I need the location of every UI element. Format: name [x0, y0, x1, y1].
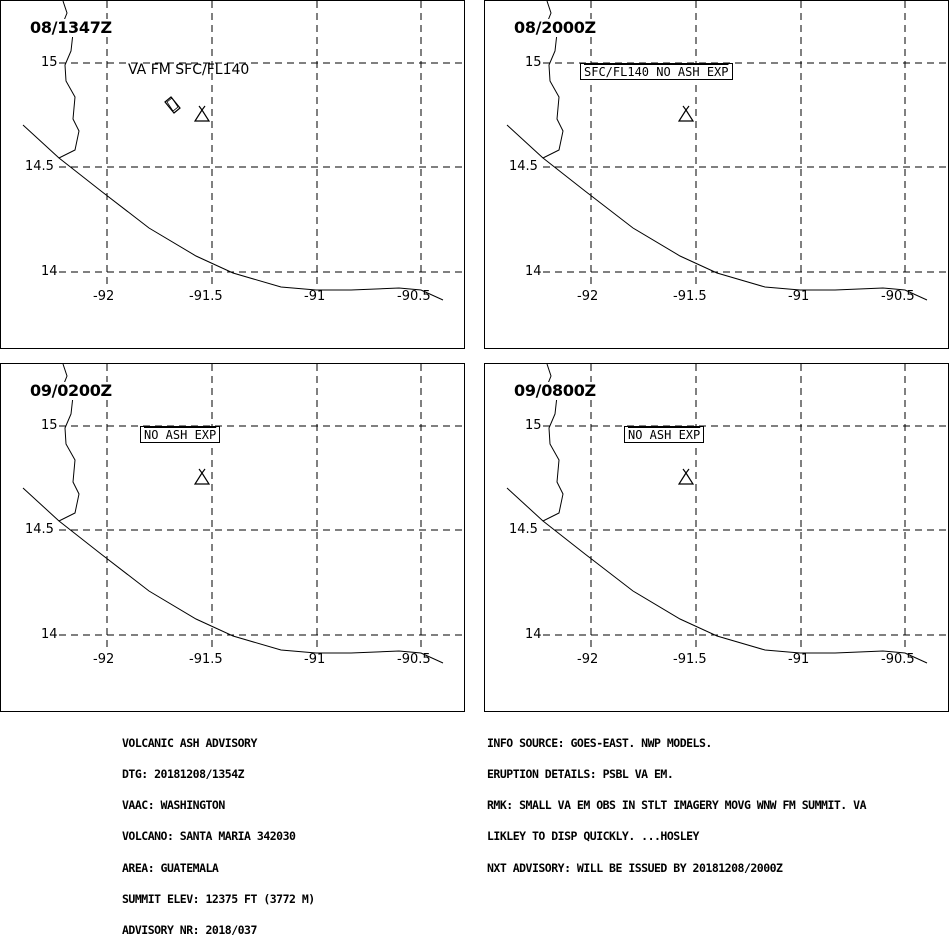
lon-label-90-5: -90.5	[397, 652, 431, 667]
grid-lines	[59, 364, 466, 649]
lon-label-92: -92	[93, 289, 115, 304]
lon-label-90-5: -90.5	[881, 652, 915, 667]
lat-label-14-5: 14.5	[25, 159, 54, 174]
lon-label-91: -91	[304, 652, 326, 667]
advisory-remarks: RMK: SMALL VA EM OBS IN STLT IMAGERY MOVG WNW FM SUMMIT. VA	[487, 798, 866, 813]
advisory-remarks-cont: LIKLEY TO DISP QUICKLY. ...HOSLEY	[487, 829, 699, 844]
ash-area	[165, 97, 180, 113]
lon-label-92: -92	[577, 289, 599, 304]
coastline	[507, 1, 927, 300]
lat-label-14: 14	[41, 627, 58, 642]
ash-layer-note: SFC/FL140 NO ASH EXP	[580, 63, 733, 80]
advisory-info-source: INFO SOURCE: GOES-EAST. NWP MODELS.	[487, 735, 712, 750]
grid-lines	[543, 1, 950, 286]
lon-label-92: -92	[577, 652, 599, 667]
advisory-vaac: VAAC: WASHINGTON	[122, 798, 225, 813]
lon-label-91-5: -91.5	[189, 289, 223, 304]
coastline	[23, 364, 443, 663]
lon-label-91: -91	[788, 289, 810, 304]
advisory-summit-elev: SUMMIT ELEV: 12375 FT (3772 M)	[122, 891, 315, 906]
lat-label-14: 14	[41, 264, 58, 279]
lat-label-14-5: 14.5	[25, 522, 54, 537]
lon-label-91: -91	[788, 652, 810, 667]
advisory-info-left	[122, 717, 315, 946]
map-panel-2	[484, 0, 949, 349]
lon-label-91: -91	[304, 289, 326, 304]
ash-layer-note: VA FM SFC/FL140	[128, 62, 250, 78]
lat-label-15: 15	[525, 55, 542, 70]
advisory-area: AREA: GUATEMALA	[122, 860, 219, 875]
map-panel-1	[0, 0, 465, 349]
grid-lines	[543, 364, 950, 649]
advisory-volcano: VOLCANO: SANTA MARIA 342030	[122, 829, 296, 844]
lat-label-14: 14	[525, 627, 542, 642]
lon-label-90-5: -90.5	[881, 289, 915, 304]
map-panel-4	[484, 363, 949, 712]
lat-label-14-5: 14.5	[509, 159, 538, 174]
lat-label-15: 15	[41, 418, 58, 433]
ash-layer-note: NO ASH EXP	[140, 426, 220, 443]
forecast-time-label: 09/0800Z	[514, 381, 596, 400]
ash-layer-note: NO ASH EXP	[624, 426, 704, 443]
lon-label-91-5: -91.5	[673, 652, 707, 667]
coastline	[507, 364, 927, 663]
lat-label-14: 14	[525, 264, 542, 279]
lat-label-14-5: 14.5	[509, 522, 538, 537]
lon-label-90-5: -90.5	[397, 289, 431, 304]
lat-label-15: 15	[41, 55, 58, 70]
lon-label-91-5: -91.5	[673, 289, 707, 304]
forecast-time-label: 08/2000Z	[514, 18, 596, 37]
lon-label-92: -92	[93, 652, 115, 667]
map-panel-3	[0, 363, 465, 712]
advisory-next: NXT ADVISORY: WILL BE ISSUED BY 20181208/2000Z	[487, 860, 783, 875]
advisory-title: VOLCANIC ASH ADVISORY	[122, 735, 257, 750]
volcano-triangle-icon	[679, 106, 693, 121]
forecast-time-label: 09/0200Z	[30, 381, 112, 400]
forecast-time-label: 08/1347Z	[30, 18, 112, 37]
advisory-number: ADVISORY NR: 2018/037	[122, 923, 257, 938]
volcano-triangle-icon	[195, 469, 209, 484]
lat-label-15: 15	[525, 418, 542, 433]
grid-lines	[59, 1, 466, 286]
volcano-triangle-icon	[679, 469, 693, 484]
coastline	[23, 1, 443, 300]
volcano-triangle-icon	[195, 106, 209, 121]
advisory-info-right	[487, 717, 866, 883]
advisory-dtg: DTG: 20181208/1354Z	[122, 767, 245, 782]
advisory-eruption-details: ERUPTION DETAILS: PSBL VA EM.	[487, 767, 674, 782]
lon-label-91-5: -91.5	[189, 652, 223, 667]
